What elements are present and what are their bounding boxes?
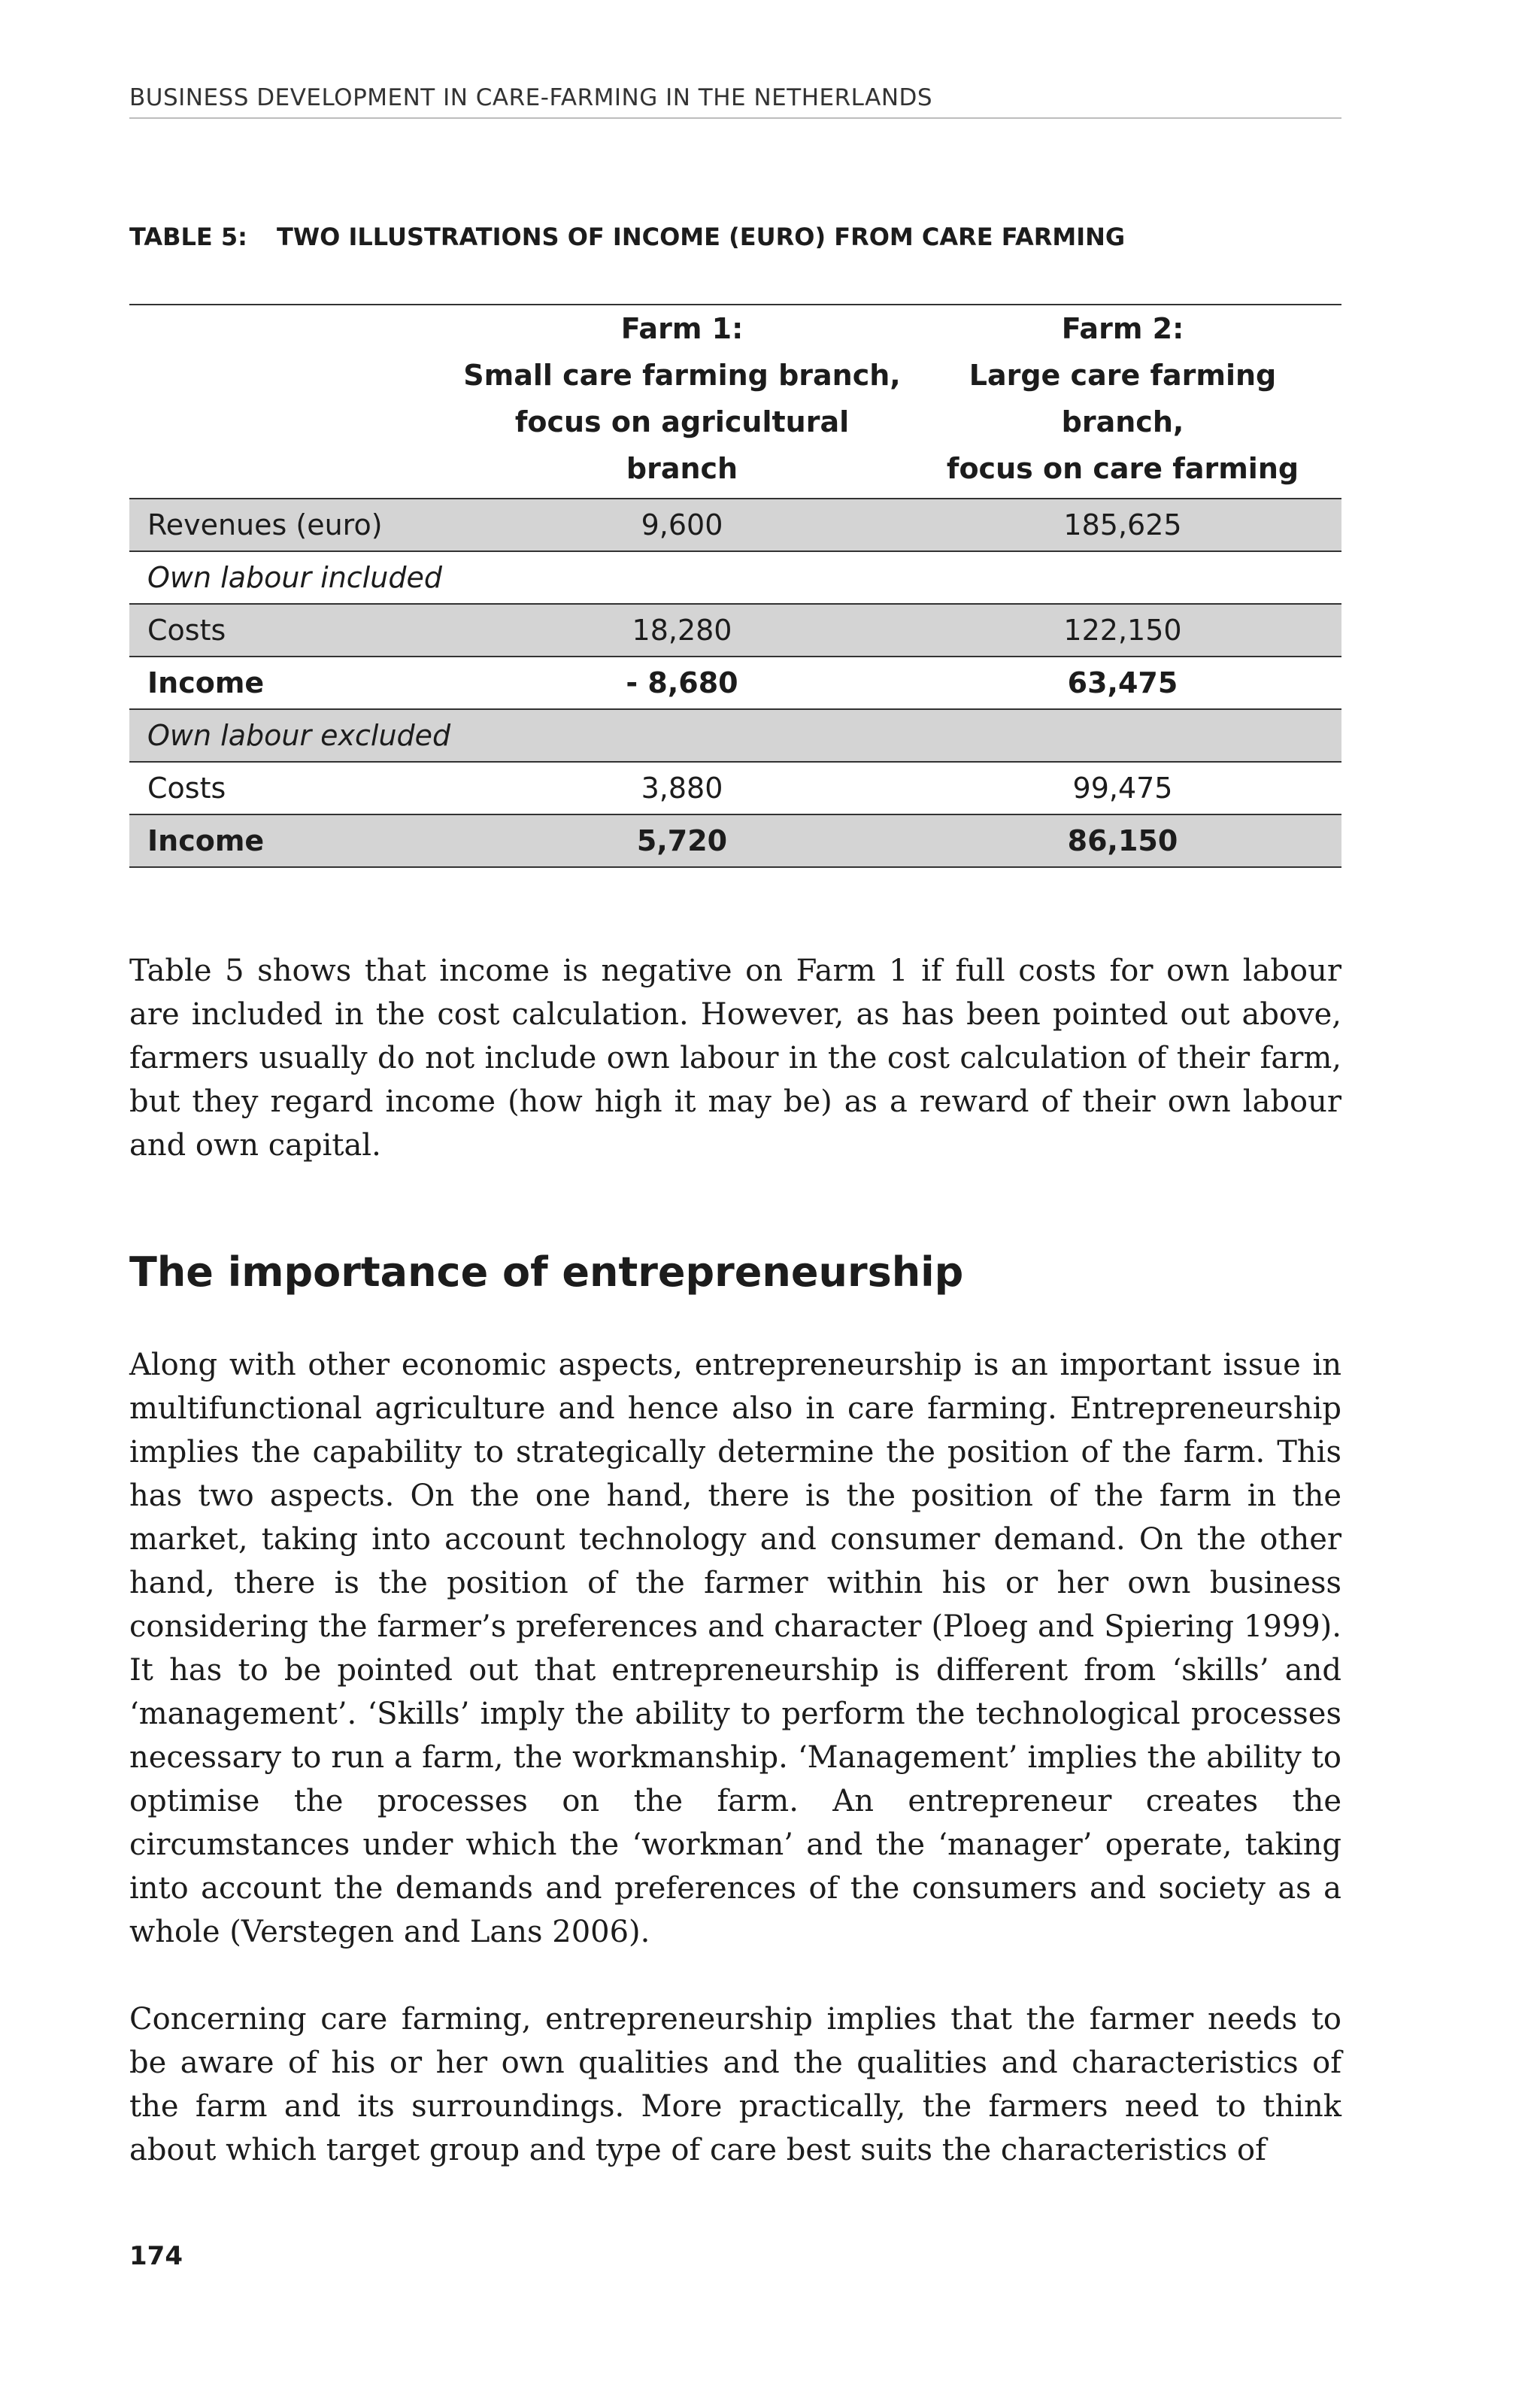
- running-header: BUSINESS DEVELOPMENT IN CARE-FARMING IN THE NETHERLANDS: [129, 84, 1341, 119]
- farm1-value: 3,880: [460, 762, 904, 814]
- table-header-farm1: [460, 305, 904, 499]
- table-row: [129, 499, 1341, 551]
- farm2-value: [904, 709, 1341, 762]
- farm2-header-line: Large care farming branch,: [969, 359, 1277, 438]
- farm2-value: 99,475: [904, 762, 1341, 814]
- table-header-farm2: [904, 305, 1341, 499]
- farm1-header-line: focus on agricultural: [514, 405, 850, 438]
- table-row: [129, 604, 1341, 657]
- farm2-value: [904, 551, 1341, 604]
- farm1-value: 5,720: [460, 814, 904, 867]
- table-caption-number: TABLE 5:: [129, 223, 247, 251]
- table-row: [129, 551, 1341, 604]
- row-label: Income: [129, 657, 460, 709]
- farm2-value: 63,475: [904, 657, 1341, 709]
- farm2-value: 185,625: [904, 499, 1341, 551]
- farm1-header-line: Farm 1:: [620, 312, 744, 345]
- table-row: [129, 657, 1341, 709]
- farm1-value: 18,280: [460, 604, 904, 657]
- row-label: Costs: [129, 604, 460, 657]
- farm1-value: 9,600: [460, 499, 904, 551]
- farm1-header-line: Small care farming branch,: [463, 359, 901, 392]
- table-header-empty: [129, 305, 460, 499]
- farm1-value: - 8,680: [460, 657, 904, 709]
- table-caption-title: TWO ILLUSTRATIONS OF INCOME (EURO) FROM CARE FARMING: [277, 223, 1126, 251]
- table-row: [129, 762, 1341, 814]
- paragraph-table-discussion: Table 5 shows that income is negative on Farm 1 if full costs for own labour are included in the cost calculation. However, as has been pointed out above, farmers usually do not include own labour in the cost calculation of their farm, but they regard income (how high it may be) as a reward of their own labour and own capital.: [129, 954, 1341, 1163]
- farm1-value: [460, 551, 904, 604]
- section-heading: The importance of entrepreneurship: [129, 1248, 964, 1296]
- farm2-value: 86,150: [904, 814, 1341, 867]
- paragraph-care-farming: Concerning care farming, entrepreneurship implies that the farmer needs to be aware of his or her own qualities and the qualities and characteristics of the farm and its surroundings. More practically, the farmers need to think about which target group and type of care best suits the characteristics of: [129, 2002, 1341, 2167]
- paragraph-entrepreneurship: Along with other economic aspects, entrepreneurship is an important issue in multifunctional agriculture and hence also in care farming. Entrepreneurship implies the capability to strategically determine the position of the farm. This has two aspects. On the one hand, there is the position of the farm in the market, taking into account technology and consumer demand. On the other hand, there is the position of the farmer within his or her own business considering the farmer’s preferences and character (Ploeg and Spiering 1999). It has to be pointed out that entrepreneurship is different from ‘skills’ and ‘management’. ‘Skills’ imply the ability to perform the technological processes necessary to run a farm, the workmanship. ‘Management’ implies the ability to optimise the processes on the farm. An entrepreneur creates the circumstances under which the ‘workman’ and the ‘manager’ operate, taking into account the demands and preferences of the consumers and society as a whole (Verstegen and Lans 2006).: [129, 1348, 1341, 1949]
- row-label: Income: [129, 814, 460, 867]
- farm2-header-line: focus on care farming: [946, 452, 1299, 485]
- table-header-row: [129, 305, 1341, 499]
- farm2-header-line: Farm 2:: [1061, 312, 1184, 345]
- table-row: [129, 709, 1341, 762]
- table-caption: [129, 223, 1125, 251]
- row-label: Own labour excluded: [129, 709, 460, 762]
- row-label: Costs: [129, 762, 460, 814]
- row-label: Revenues (euro): [129, 499, 460, 551]
- page-number: 174: [129, 2241, 183, 2271]
- row-label: Own labour included: [129, 551, 460, 604]
- farm1-value: [460, 709, 904, 762]
- farm2-value: 122,150: [904, 604, 1341, 657]
- income-table: [129, 304, 1341, 868]
- table-row: [129, 814, 1341, 867]
- farm1-header-line: branch: [626, 452, 738, 485]
